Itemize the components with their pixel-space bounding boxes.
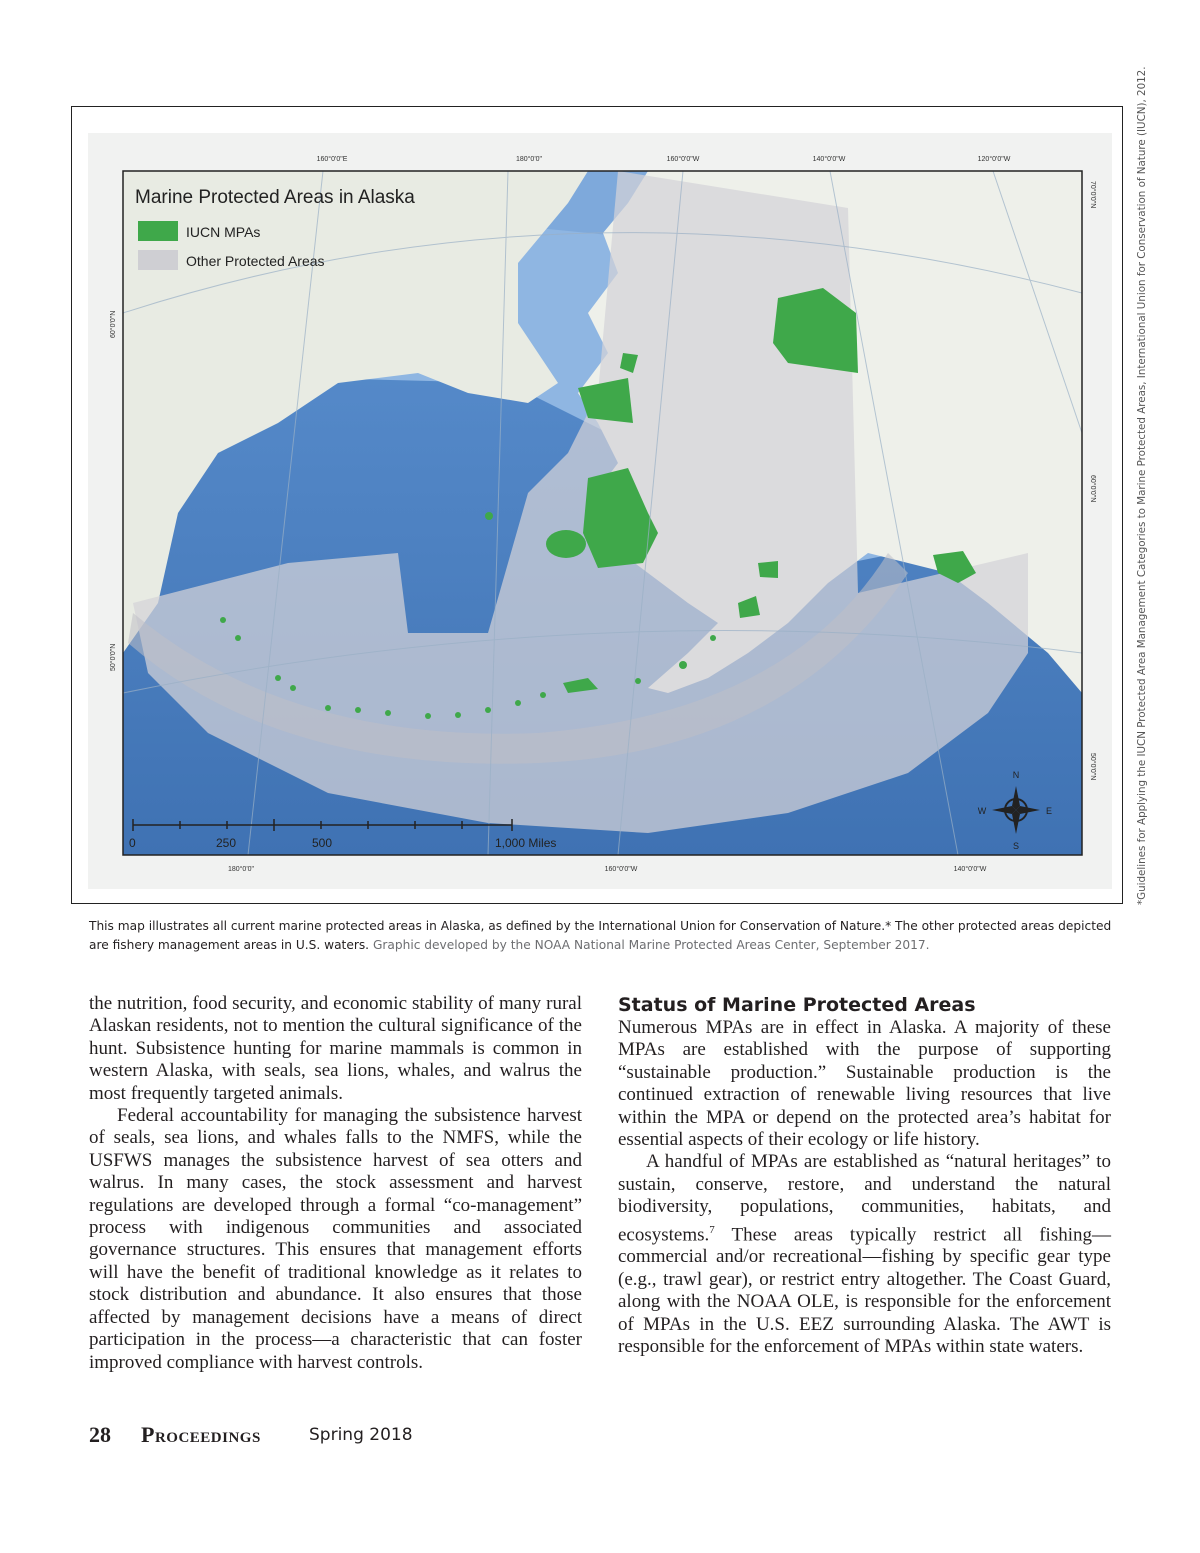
scale-label: 500 — [312, 836, 333, 850]
lat-label: 60°0'0"N — [110, 310, 117, 338]
lon-label: 160°0'0"W — [604, 866, 638, 873]
compass-s: S — [1012, 841, 1020, 851]
side-footnote: *Guidelines for Applying the IUCN Protected Area Management Categories to Marine Protected Areas, International Union for Conservation of Nature (IUCN), 2012. — [1136, 66, 1148, 905]
page-number: 28 — [89, 1422, 111, 1447]
lon-label: 160°0'0"E — [316, 156, 348, 163]
right-paragraph-2 — [618, 1151, 1111, 1358]
map-title: Marine Protected Areas in Alaska — [135, 187, 415, 208]
lat-label: 50°0'0"N — [1089, 753, 1096, 781]
left-paragraph-2: Federal accountability for managing the subsistence harvest of seals, sea lions, and whales falls to the NMFS, while the USFWS manages the subsistence harvest of sea otters and walrus. In many cases, the stock assessment and harvest regulations are developed through a formal “co-management” process with indigenous communities and associated governance structures. This ensures that management efforts will have the benefit of traditional knowledge as it relates to stock distribution and abundance. It also ensures that those affected by management decisions have a means of direct participation in the process—a characteristic that can foster improved compliance with harvest controls. — [89, 1105, 582, 1373]
section-heading: Status of Marine Protected Areas — [618, 994, 976, 1016]
issue-date: Spring 2018 — [309, 1425, 413, 1445]
legend-swatch-iucn — [138, 221, 178, 241]
figure-caption — [89, 917, 1113, 955]
caption-main: This map illustrates all current marine protected areas in Alaska, as defined by the International Union for Conservation of Nature.* The other protected areas depicted are fishery management areas in U.S. waters. — [89, 919, 1112, 952]
lon-label: 180°0'0" — [515, 156, 543, 163]
lat-label: 70°0'0"N — [1089, 181, 1096, 209]
right-paragraph-1: Numerous MPAs are in effect in Alaska. A majority of these MPAs are established with the purpose of supporting “sustainable production.” Sustainable production is the continued extraction of renewable living resources that live within the MPA or depend on the protected area’s habitat for essential aspects of their ecology or life history. — [618, 1017, 1111, 1151]
footnote-ref: 7 — [709, 1223, 715, 1236]
lat-label: 60°0'0"N — [1089, 475, 1096, 503]
left-paragraph-1: the nutrition, food security, and economic stability of many rural Alaskan residents, not to mention the cultural significance of the hunt. Subsistence hunting for marine mammals is common in western Alaska, with seals, sea lions, whales, and walrus the most frequently targeted animals. — [89, 993, 582, 1104]
legend-label-other: Other Protected Areas — [186, 253, 325, 269]
alaska-mpa-map — [88, 133, 1112, 889]
scale-label: 250 — [216, 836, 237, 850]
lon-label: 120°0'0"W — [977, 156, 1011, 163]
lon-label: 160°0'0"W — [666, 156, 700, 163]
right-paragraph-2-b: These areas typically restrict all fishing—commercial and/or recreational—fishing by specific gear type (e.g., trawl gear), or restrict entry altogether. The Coast Guard, along with the NOAA OLE, is responsible for the enforcement of MPAs in the U.S. EEZ surrounding Alaska. The AWT is responsible for the enforcement of MPAs within state waters. — [618, 1223, 1111, 1358]
right-column — [618, 993, 1111, 1358]
scale-label: 1,000 Miles — [495, 836, 557, 850]
lat-label: 50°0'0"N — [110, 643, 117, 671]
scale-label: 0 — [129, 836, 136, 850]
left-column — [89, 993, 582, 1374]
lon-label: 180°0'0" — [227, 866, 255, 873]
caption-credit: Graphic developed by the NOAA National Marine Protected Areas Center, September 2017. — [372, 938, 930, 952]
lon-label: 140°0'0"W — [812, 156, 846, 163]
compass-n: N — [1012, 770, 1020, 780]
legend-label-iucn: IUCN MPAs — [186, 224, 261, 240]
compass-w: W — [977, 806, 987, 816]
lon-label: 140°0'0"W — [953, 866, 987, 873]
right-paragraph-2-a: A handful of MPAs are established as “natural heritages” to sustain, conserve, restore, and understand the natural biodiversity, populations, communities, habitats, and ecosystems. — [618, 1151, 1111, 1245]
publication-name: Proceedings — [141, 1422, 261, 1447]
compass-e: E — [1045, 806, 1053, 816]
legend-swatch-other — [138, 250, 178, 270]
